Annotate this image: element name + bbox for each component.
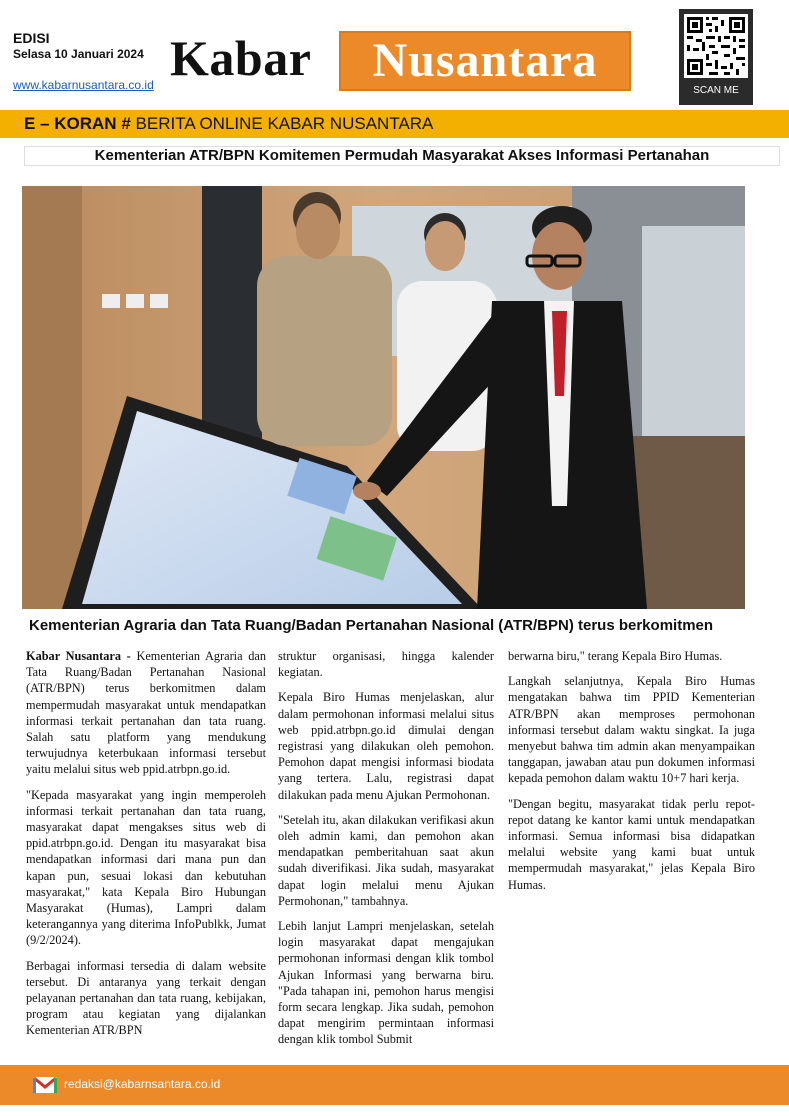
article-column-1 — [26, 648, 266, 1048]
paragraph: "Kepada masyarakat yang ingin memperoleh informasi terkait pertanahan dan tata ruang, masyarakat dapat mengakses situs web di ppid.atrbpn.go.id. Dengan itu masyarakat bisa mendapatkan informasi dari mana pun dan kapan pun, sesuai lokasi dan kebutuhan masyarakat," kata Kepala Biro Hubungan Masyarakat (Humas), Lampri dalam keterangannya yang diterima InfoPublkk, Jumat (9/2/2024). — [26, 787, 266, 948]
article-column-2 — [278, 648, 494, 1057]
section-banner — [0, 110, 789, 138]
paragraph: struktur organisasi, hingga kalender kegiatan. — [278, 649, 494, 680]
brand-logo-box — [339, 31, 631, 91]
brand-logo-nusantara: Nusantara — [372, 34, 598, 87]
edition-date: Selasa 10 Januari 2024 — [13, 47, 144, 61]
qr-code[interactable] — [679, 9, 753, 105]
paragraph: Berbagai informasi tersedia di dalam website tersebut. Di antaranya yang terkait dengan pelayanan pertanahan dan tata ruang, kebijakan, program atau kegiatan yang dijalankan Kementerian ATR/BPN — [26, 958, 266, 1038]
qr-scan-label: SCAN ME — [693, 85, 739, 96]
paragraph: berwarna biru," terang Kepala Biro Humas. — [508, 649, 723, 663]
banner-koran: E – KORAN — [24, 114, 117, 133]
paragraph-text: Kementerian Agraria dan Tata Ruang/Badan Pertanahan Nasional (ATR/BPN) terus berkomitmen dalam mempermudah masyarakat untuk mendapatkan informasi terkait pertanahan dan tata ruang. Salah satu platform yang mendukung terwujudnya keterbukaan informasi tersebut yaitu melalui situs web ppid.atrbpn.go.id. — [26, 649, 266, 777]
brand-logo-kabar: Kabar — [170, 30, 312, 86]
paragraph — [26, 648, 266, 778]
lead-source: Kabar Nusantara - — [26, 649, 131, 663]
banner-text — [24, 113, 433, 135]
article-photo — [22, 186, 745, 609]
headline-box — [24, 146, 780, 166]
photo-illustration — [22, 186, 745, 609]
paragraph: "Dengan begitu, masyarakat tidak perlu repot-repot datang ke kantor kami untuk mendapatkan informasi. Semua informasi bisa didapatkan melalui website yang kami buat untuk mempermudah masyarakat," jelas Kepala Biro Humas. — [508, 796, 755, 892]
article-column-3 — [508, 648, 755, 902]
paragraph: Lebih lanjut Lampri menjelaskan, setelah login masyarakat dapat mengajukan permohonan informasi dengan klik tombol Ajukan Informasi yang berwarna biru. "Pada tahapan ini, pemohon harus mengisi form secara lengkap. Jika sudah, pemohon dapat mengirim permintaan informasi dengan klik tombol Submit — [278, 919, 494, 1047]
article-headline: Kementerian ATR/BPN Komitemen Permudah Masyarakat Akses Informasi Pertanahan — [94, 147, 710, 164]
gmail-icon — [32, 1076, 58, 1094]
paragraph: "Setelah itu, akan dilakukan verifikasi akun oleh admin kami, dan pemohon akan mendapatkan pemberitahuan saat akun sudah diverifikasi. Jika sudah, masyarakat dapat login melalui menu Ajukan Permohonan," tambahnya. — [278, 812, 494, 908]
paragraph: Kepala Biro Humas menjelaskan, alur dalam permohonan informasi melalui situs web ppid.atrbpn.go.id dimulai dengan registrasi yang dilakukan oleh pemohon. Pemohon dapat mengisi informasi biodata yang tertera. Lalu, registrasi dapat dilakukan pada menu Ajukan Permohonan. — [278, 690, 494, 802]
site-url-link[interactable]: www.kabarnusantara.co.id — [13, 78, 154, 92]
paragraph: Langkah selanjutnya, Kepala Biro Humas mengatakan bahwa tim PPID Kementerian ATR/BPN akan memproses permohonan informasi tersebut dalam waktu singkat. Ia juga menyebut bahwa tim admin akan menyampaikan tanggapan, jawaban atau pun dokumen informasi kepada pemohon dalam waktu 10+7 hari kerja. — [508, 674, 755, 786]
banner-hash: # — [121, 114, 131, 133]
article-subheadline: Kementerian Agraria dan Tata Ruang/Badan Pertanahan Nasional (ATR/BPN) terus berkomitmen — [29, 617, 714, 634]
masthead — [0, 0, 789, 108]
footer-bar — [0, 1065, 789, 1105]
edition-label: EDISI — [13, 30, 50, 46]
banner-tagline: BERITA ONLINE KABAR NUSANTARA — [135, 114, 434, 133]
qr-code-icon — [684, 14, 748, 78]
footer-email-link[interactable]: redaksi@kabarnsantara.co.id — [64, 1077, 221, 1091]
